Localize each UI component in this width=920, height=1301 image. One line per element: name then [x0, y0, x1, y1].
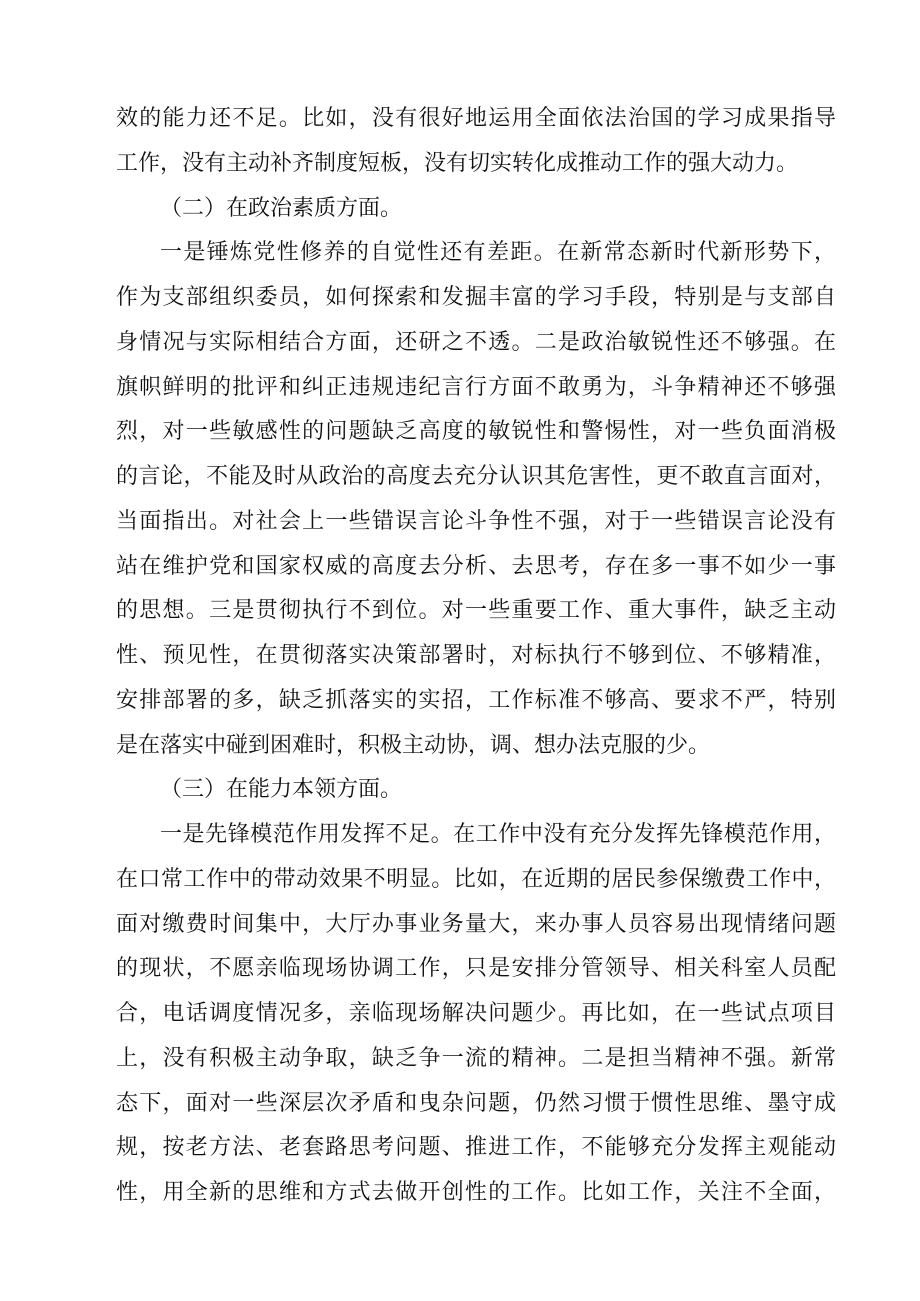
paragraph-ability: [116, 813, 836, 1216]
text-line: 态下，面对一些深层次矛盾和曳杂问题，仍然习惯于惯性思维、墨守成: [116, 1090, 836, 1116]
paragraph-political-quality: [116, 231, 836, 768]
text-line: 规，按老方法、老套路思考问题、推进工作，不能够充分发挥主观能动: [116, 1135, 836, 1161]
section-heading-political-quality: （二）在政治素质方面。: [160, 195, 403, 221]
text-line: 安排部署的多，缺乏抓落实的实招，工作标准不够高、要求不严，特别: [116, 687, 836, 713]
text-line: 的言论，不能及时从政治的高度去充分认识其危害性，更不敢直言面对，: [116, 464, 836, 489]
text-line: 站在维护党和国家权威的高度去分析、去思考，存在多一事不如少一事: [116, 553, 836, 579]
text-line: 合，电话调度情况多，亲临现场解决问题少。再比如，在一些试点项目: [116, 1001, 836, 1026]
text-line: 旗帜鲜明的批评和纠正违规违纪言行方面不敢勇为，斗争精神还不够强: [116, 374, 836, 400]
text-line: 一是先锋模范作用发挥不足。在工作中没有充分发挥先锋模范作用，: [160, 822, 836, 847]
section-heading-ability: （三）在能力本领方面。: [160, 777, 403, 803]
text-line: 在口常工作中的带动效果不明显。比如，在近期的居民参保缴费工作中，: [116, 866, 836, 892]
text-line: 性、预见性，在贯彻落实决策部署时，对标执行不够到位、不够精准，: [116, 643, 836, 668]
text-line: 的现状，不愿亲临现场协调工作，只是安排分管领导、相关科室人员配: [116, 956, 836, 982]
text-line: 烈，对一些敏感性的问题缺乏高度的敏锐性和警惕性，对一些负面消极: [116, 419, 836, 445]
text-line: 上，没有积极主动争取，缺乏争一流的精神。二是担当精神不强。新常: [116, 1045, 836, 1071]
text-line: 当面指出。对社会上一些错误言论斗争性不强，对于一些错误言论没有: [116, 508, 836, 534]
paragraph-continued: [116, 97, 836, 187]
text-line: 工作，没有主动补齐制度短板，没有切实转化成推动工作的强大动力。: [116, 150, 799, 176]
text-line: 身情况与实际相结合方面，还研之不透。二是政治敏锐性还不够强。在: [116, 329, 836, 355]
text-line: 性，用全新的思维和方式去做开创性的工作。比如工作，关注不全面，: [116, 1180, 836, 1205]
text-line: 效的能力还不足。比如，没有很好地运用全面依法治国的学习成果指导: [116, 106, 836, 131]
text-line: 面对缴费时间集中，大厅办事业务量大，来办事人员容易出现情绪问题: [116, 911, 836, 937]
text-line: 作为支部组织委员，如何探索和发掘丰富的学习手段，特别是与支部自: [116, 285, 836, 310]
text-line: 的思想。三是贯彻执行不到位。对一些重要工作、重大事件，缺乏主动: [116, 598, 836, 624]
document-page: [116, 97, 836, 1216]
text-line: 是在落实中碰到困难时，积极主动协，调、想办法克服的少。: [116, 732, 711, 758]
text-line: 一是锤炼党性修养的自觉性还有差距。在新常态新时代新形势下，: [160, 240, 836, 266]
